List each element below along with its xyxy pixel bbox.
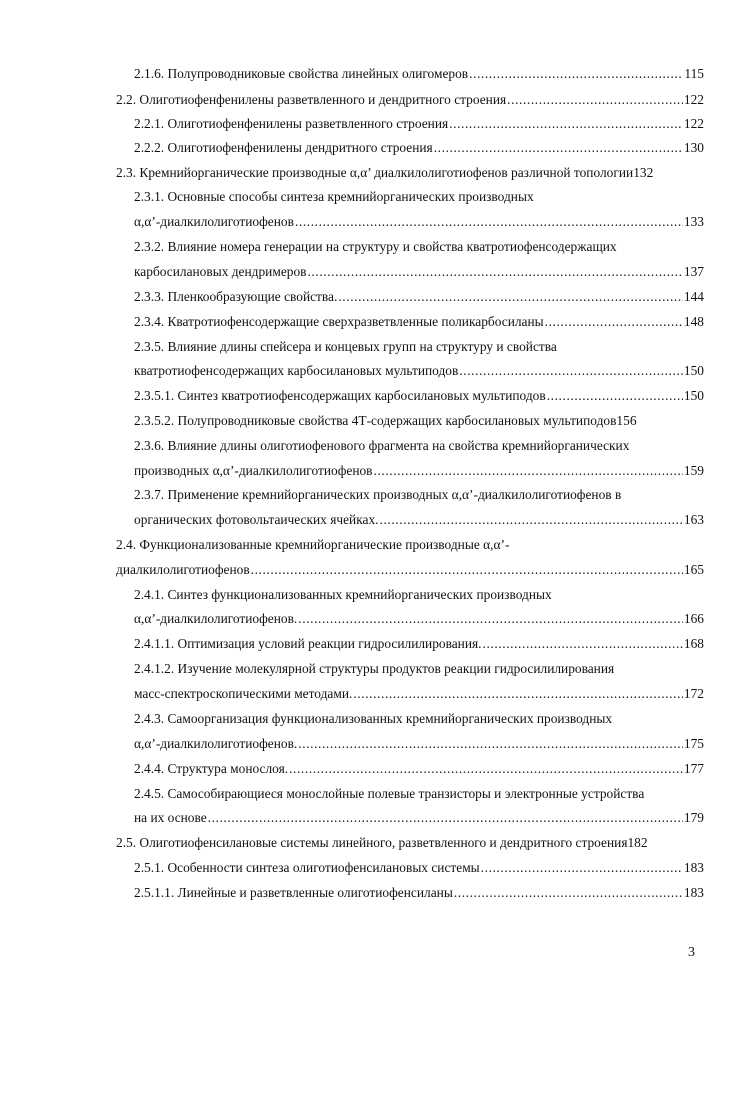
toc-entry	[134, 437, 629, 455]
toc-entry-page: 175	[683, 736, 704, 751]
toc-entry	[134, 511, 704, 529]
toc-entry	[116, 834, 704, 852]
toc-entry-page: 132	[633, 165, 654, 180]
toc-entry-page: 182	[627, 835, 648, 850]
toc-entry	[134, 238, 617, 256]
toc-entry-title: 2.2.1. Олиготиофенфенилены разветвленного строения	[134, 116, 449, 131]
toc-leader-dots	[374, 462, 683, 480]
toc-entry-page: 165	[683, 562, 704, 577]
toc-leader-dots	[353, 685, 683, 703]
toc-entry	[116, 91, 704, 109]
toc-entry-title: α,α’-диалкилолиготиофенов.	[134, 736, 298, 751]
toc-leader-dots	[380, 511, 683, 529]
toc-entry-title: 2.1.6. Полупроводниковые свойства линейных олигомеров	[134, 66, 469, 81]
toc-entry-title: 2.4.1.1. Оптимизация условий реакции гидросилилирования.	[134, 636, 482, 651]
toc-entry	[134, 809, 704, 827]
toc-entry-page: 148	[683, 314, 704, 329]
toc-entry-page: 172	[683, 686, 704, 701]
toc-entry-page: 150	[683, 363, 704, 378]
toc-entry-page: 163	[683, 512, 704, 527]
toc-entry-page: 115	[684, 66, 704, 81]
toc-entry	[134, 288, 704, 306]
toc-entry-title: производных α,α’-диалкилолиготиофенов	[134, 463, 373, 478]
toc-entry-title: 2.3.5. Влияние длины спейсера и концевых групп на структуру и свойства	[134, 339, 557, 354]
toc-entry-title: α,α’-диалкилолиготиофенов	[134, 214, 294, 229]
toc-entry	[116, 561, 704, 579]
toc-entry-title: 2.3.2. Влияние номера генерации на структуру и свойства кватротиофенсодержащих	[134, 239, 617, 254]
toc-entry-title: 2.3.1. Основные способы синтеза кремнийорганических производных	[134, 189, 534, 204]
toc-entry	[116, 164, 704, 182]
toc-entry-page: 122	[683, 116, 704, 131]
toc-entry-title: 2.3.5.2. Полупроводниковые свойства 4Т-содержащих карбосилановых мультиподов	[134, 413, 617, 428]
toc-entry	[134, 486, 621, 504]
toc-entry	[134, 188, 534, 206]
toc-leader-dots	[454, 884, 683, 902]
toc-entry	[134, 785, 644, 803]
toc-entry-page: 150	[683, 388, 704, 403]
toc-entry-title: органических фотовольтаических ячейках.	[134, 512, 379, 527]
toc-entry	[134, 213, 704, 231]
toc-entry-title: 2.3.6. Влияние длины олиготиофенового фрагмента на свойства кремнийорганических	[134, 438, 630, 453]
toc-entry-title: 2.3.7. Применение кремнийорганических производных α,α’-диалкилолиготиофенов в	[134, 487, 622, 502]
toc-entry	[134, 338, 557, 356]
toc-entry-title: 2.5.1.1. Линейные и разветвленные олиготиофенсиланы	[134, 885, 453, 900]
toc-entry-title: 2.2. Олиготиофенфенилены разветвленного и дендритного строения	[116, 92, 507, 107]
toc-entry-title: 2.5.1. Особенности синтеза олиготиофенсилановых системы	[134, 860, 480, 875]
toc-entry-page: 144	[683, 289, 704, 304]
toc-entry	[134, 263, 704, 281]
toc-entry-page: 183	[683, 860, 704, 875]
toc-entry	[134, 710, 612, 728]
toc-entry	[134, 610, 704, 628]
toc-entry-page: 179	[683, 810, 704, 825]
toc-entry-title: карбосилановых дендримеров	[134, 264, 307, 279]
toc-leader-dots	[481, 859, 683, 877]
toc-leader-dots	[307, 263, 682, 281]
toc-entry-page: 130	[683, 140, 704, 155]
toc-entry-title: 2.4.1.2. Изучение молекулярной структуры продуктов реакции гидросилилирования	[134, 661, 615, 676]
toc-entry-page: 159	[683, 463, 704, 478]
toc-entry-title: масс-спектроскопическими методами.	[134, 686, 353, 701]
toc-entry-page: 156	[616, 413, 637, 428]
toc-leader-dots	[469, 65, 683, 83]
toc-leader-dots	[338, 288, 683, 306]
toc-entry-page: 166	[683, 611, 704, 626]
toc-leader-dots	[289, 760, 683, 778]
toc-entry-title: 2.3.5.1. Синтез кватротиофенсодержащих карбосилановых мультиподов	[134, 388, 546, 403]
toc-entry-page: 122	[683, 92, 704, 107]
toc-entry-title: 2.3. Кремнийорганические производные α,α’ диалкилолиготиофенов различной топологии	[116, 165, 634, 180]
toc-entry-title: диалкилолиготиофенов	[116, 562, 250, 577]
toc-entry	[134, 139, 704, 157]
toc-entry-title: 2.2.2. Олиготиофенфенилены дендритного строения	[134, 140, 433, 155]
toc-entry	[134, 586, 552, 604]
toc-entry-title: 2.4.1. Синтез функционализованных кремнийорганических производных	[134, 587, 552, 602]
toc-entry-title: 2.4. Функционализованные кремнийорганические производные α,α’-	[116, 537, 510, 552]
toc-entry	[134, 313, 704, 331]
toc-entry-title: 2.5. Олиготиофенсилановые системы линейного, разветвленного и дендритного строения	[116, 835, 628, 850]
toc-entry	[134, 660, 614, 678]
toc-entry	[134, 65, 704, 83]
toc-leader-dots	[251, 561, 683, 579]
toc-entry-title: на их основе	[134, 810, 207, 825]
toc-entry-title: 2.3.3. Пленкообразующие свойства.	[134, 289, 338, 304]
toc-leader-dots	[507, 91, 683, 109]
toc-entry-page: 177	[683, 761, 704, 776]
toc-entry	[134, 635, 704, 653]
toc-entry-title: 2.4.3. Самоорганизация функционализованных кремнийорганических производных	[134, 711, 613, 726]
toc-entry-page: 183	[683, 885, 704, 900]
toc-entry-page: 168	[683, 636, 704, 651]
page-number: 3	[688, 945, 695, 960]
toc-leader-dots	[208, 809, 683, 827]
toc-entry	[134, 462, 704, 480]
toc-entry-title: кватротиофенсодержащих карбосилановых мультиподов	[134, 363, 459, 378]
toc-entry	[134, 859, 704, 877]
toc-entry-page: 133	[683, 214, 704, 229]
toc-entry	[134, 760, 704, 778]
toc-leader-dots	[459, 362, 683, 380]
toc-entry	[134, 685, 704, 703]
toc-entry-title: 2.4.5. Самособирающиеся монослойные полевые транзисторы и электронные устройства	[134, 786, 645, 801]
toc-entry	[134, 362, 704, 380]
toc-leader-dots	[295, 213, 683, 231]
toc-entry-page: 137	[683, 264, 704, 279]
toc-leader-dots	[547, 387, 683, 405]
toc-leader-dots	[298, 610, 683, 628]
toc-entry	[134, 735, 704, 753]
toc-entry	[134, 387, 704, 405]
toc-entry	[134, 115, 704, 133]
toc-entry-title: 2.3.4. Кватротиофенсодержащие сверхразветвленные поликарбосиланы	[134, 314, 544, 329]
toc-leader-dots	[483, 635, 683, 653]
toc-entry	[134, 412, 704, 430]
toc-leader-dots	[449, 115, 683, 133]
toc-leader-dots	[545, 313, 683, 331]
toc-leader-dots	[434, 139, 683, 157]
toc-entry-title: 2.4.4. Структура монослоя.	[134, 761, 289, 776]
toc-entry-title: α,α’-диалкилолиготиофенов.	[134, 611, 298, 626]
toc-leader-dots	[298, 735, 683, 753]
toc-entry	[116, 536, 509, 554]
toc-entry	[134, 884, 704, 902]
